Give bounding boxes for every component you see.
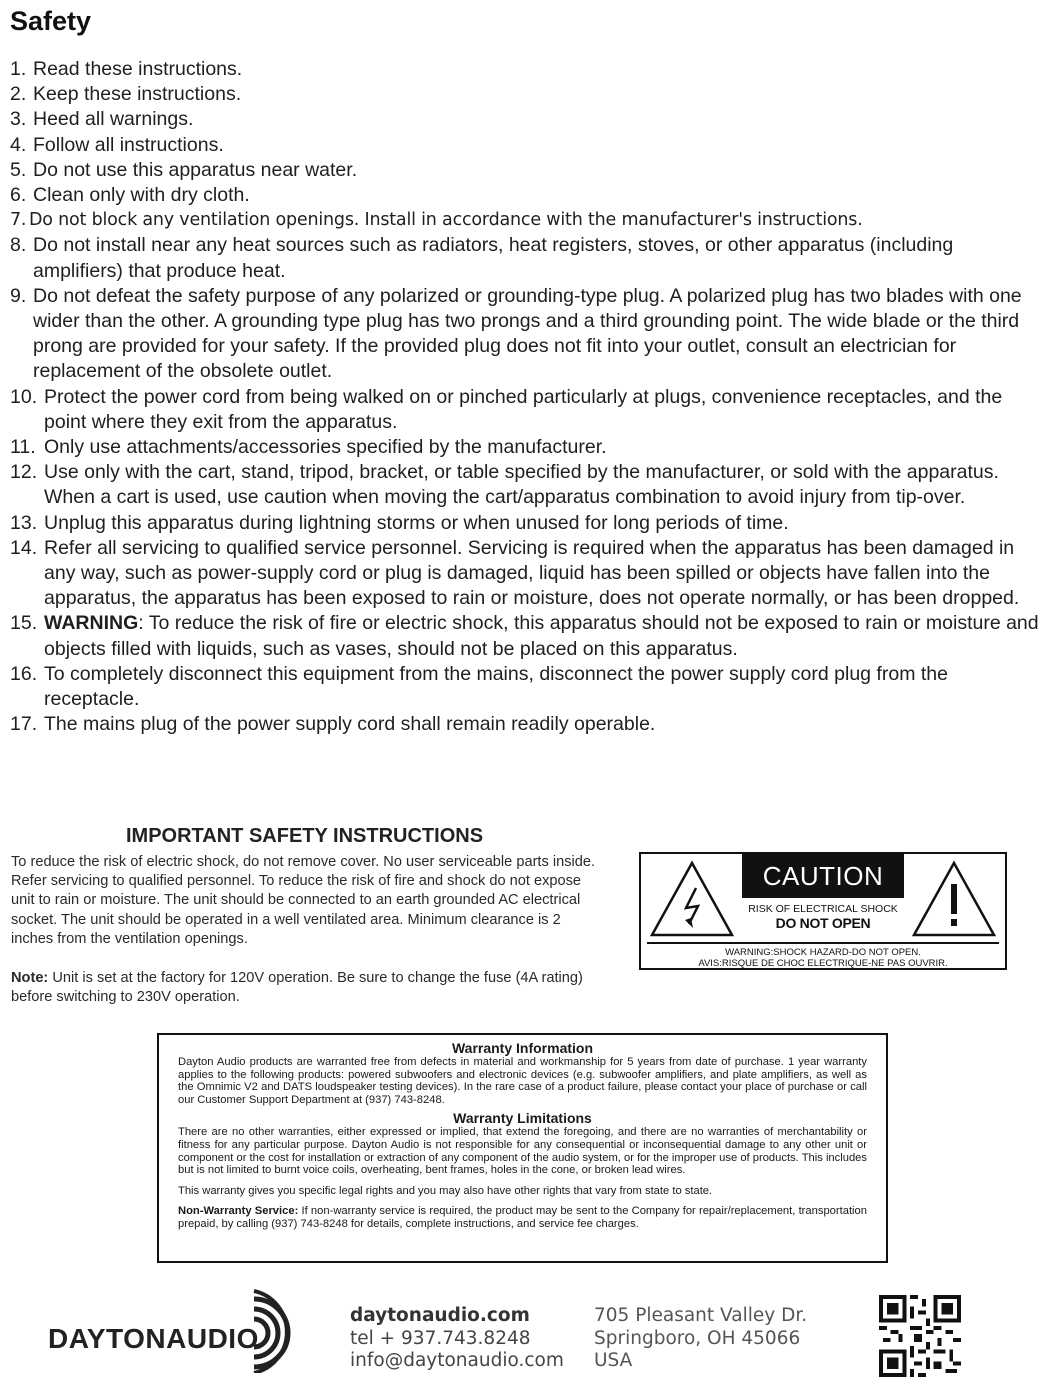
warranty-limitations-heading: Warranty Limitations	[453, 1110, 592, 1127]
caution-footer	[641, 947, 1005, 969]
list-item: 6. Clean only with dry cloth.	[10, 184, 250, 207]
list-item: 16. To completely disconnect this equipment from the mains, disconnect the power supply cord plug from the receptacle.	[10, 662, 948, 711]
caution-label	[639, 852, 1007, 970]
exclamation-warning-icon	[911, 860, 997, 938]
list-item: 15. WARNING: To reduce the risk of fire or electric shock, this apparatus should not be exposed to rain or moisture and objects filled with liquids, such as vases, should not be placed on this apparatus.	[10, 612, 1039, 660]
list-item: 9. Do not defeat the safety purpose of any polarized or grounding-type plug. A polarized plug has two blades with one wider than the other. A grounding type plug has two prongs and a third grounding point. The wide blade or the third prong are provided for your safety. If the provided plug does not fit into your outlet, consult an electrician for replacement of the obsolete outlet.	[10, 284, 1022, 383]
warning-label: WARNING	[44, 612, 139, 635]
contact-info	[350, 1305, 564, 1373]
list-item: 1. Read these instructions.	[10, 58, 243, 80]
list-item: 3. Heed all warnings.	[10, 108, 194, 131]
do-not-open-text: DO NOT OPEN	[775, 915, 871, 931]
warranty-info-text: Dayton Audio products are warranted free from defects in material and workmanship for 5 years from date of purchase. 1 year warranty applies to the following products: powered subwoofers and electronic devices (e.g. subwoofer amplifiers, and plate amplifiers, as well as the Omnimic V2 and DATS loudspeaker testing devices). In the rare case of a product failure, please contact your place of purchase or call our Customer Support Department at (937) 743-8248.	[178, 1056, 867, 1106]
warranty-limitations-text: There are no other warranties, either expressed or implied, that extend the foregoing, and there are no warranties of merchantability or fitness for any particular purpose. Dayton Audio is not responsible for any consequential or inconsequential damage to any other unit or component or the cost for installation or extraction of any component of the audio system, or for the improper use of products. This includes but is not limited to burnt voice coils, overheating, bent frames, holes in the cone, or broken lead wires.	[178, 1126, 867, 1177]
list-item: 4. Follow all instructions.	[10, 133, 224, 156]
caution-title: CAUTION	[742, 854, 904, 898]
list-item: 5. Do not use this apparatus near water.	[10, 158, 358, 181]
note-label: Note:	[11, 970, 49, 986]
footer	[0, 1285, 1047, 1376]
warranty-info-heading: Warranty Information	[451, 1040, 594, 1056]
avis-line: AVIS:RISQUE DE CHOC ELECTRIQUE-NE PAS OUVRIR.	[698, 958, 948, 969]
phone-number: tel + 937.743.8248	[350, 1327, 531, 1349]
list-item: 12. Use only with the cart, stand, tripod, bracket, or table specified by the manufacturer, or sold with the apparatus. When a cart is used, use caution when moving the cart/apparatus combination to avoid injury from tip-over.	[10, 461, 999, 509]
important-safety-body: To reduce the risk of electric shock, do not remove cover. No user serviceable parts inside. Refer servicing to qualified personnel. To reduce the risk of fire and shock do not expose unit to rain or moisture. The unit should be connected to an earth grounded AC electrical socket. The unit should be operated in a well ventilated area. Minimum clearance is 2 inches from the ventilation openings.	[11, 854, 596, 947]
caution-panel	[742, 854, 904, 938]
important-safety-heading: IMPORTANT SAFETY INSTRUCTIONS	[126, 825, 484, 847]
list-item: 2. Keep these instructions.	[10, 83, 242, 106]
warranty-rights-text: This warranty gives you specific legal rights and you may also have other rights that vary from state to state.	[178, 1184, 713, 1197]
lightning-warning-icon	[649, 860, 735, 938]
website-link[interactable]: daytonaudio.com	[350, 1305, 530, 1326]
list-item: 13. Unplug this apparatus during lightning storms or when unused for long periods of time.	[10, 511, 789, 534]
list-item: 17. The mains plug of the power supply cord shall remain readily operable.	[10, 713, 656, 736]
non-warranty-service: Non-Warranty Service: If non-warranty service is required, the product may be sent to the Company for repair/replacement, transportation prepaid, by calling (937) 743-8248 for details, complete instructions, and service fee charges.	[178, 1205, 867, 1230]
warranty-box	[157, 1033, 888, 1263]
list-item: 14. Refer all servicing to qualified service personnel. Servicing is required when the apparatus has been damaged in any way, such as power-supply cord or plug is damaged, liquid has been spilled or objects have fallen into the apparatus, the apparatus has been exposed to rain or moisture, does not operate normally, or has been dropped.	[10, 536, 1020, 610]
list-item: 8. Do not install near any heat sources such as radiators, heat registers, stoves, or other apparatus (including amplifiers) that produce heat.	[10, 234, 954, 282]
page-title: Safety	[10, 6, 92, 36]
risk-text: RISK OF ELECTRICAL SHOCK	[748, 903, 898, 915]
address: 705 Pleasant Valley Dr. Springboro, OH 45066 USA	[594, 1305, 808, 1371]
list-item: 11. Only use attachments/accessories specified by the manufacturer.	[10, 436, 607, 459]
list-item: 7. Do not block any ventilation openings. Install in accordance with the manufacturer's instructions.	[10, 210, 863, 231]
safety-list	[10, 57, 1040, 737]
email-link[interactable]: info@daytonaudio.com	[350, 1350, 564, 1371]
dayton-audio-logo: DAYTONAUDIO	[48, 1323, 259, 1354]
fuse-note: Note: Unit is set at the factory for 120V operation. Be sure to change the fuse (4A rating) before switching to 230V operation.	[11, 970, 583, 1006]
qr-code-icon	[879, 1295, 961, 1377]
sound-waves-icon	[250, 1289, 296, 1373]
divider	[647, 942, 999, 944]
warning-line: WARNING:SHOCK HAZARD-DO NOT OPEN.	[725, 947, 921, 958]
list-item: 10. Protect the power cord from being walked on or pinched particularly at plugs, convenience receptacles, and the point where they exit from the apparatus.	[10, 385, 1003, 433]
